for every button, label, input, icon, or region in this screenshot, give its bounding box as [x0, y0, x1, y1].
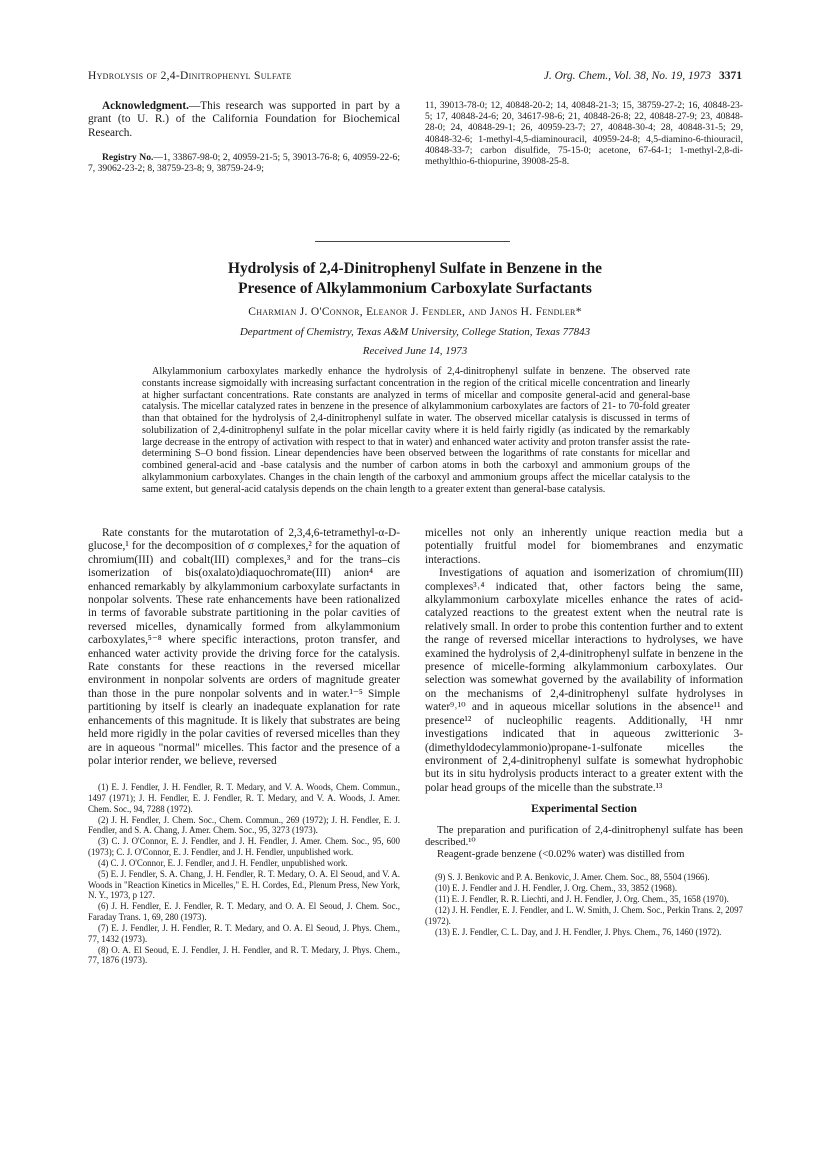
experimental-paragraph-1: The preparation and purification of 2,4-dinitrophenyl sulfate has been described.¹⁰ [425, 824, 743, 848]
experimental-paragraph-2: Reagent-grade benzene (<0.02% water) was distilled from [437, 849, 685, 861]
footnote: (2) J. H. Fendler, J. Chem. Soc., Chem. Commun., 269 (1972); J. H. Fendler, E. J. Fendler, and S. A. Chang, J. Amer. Chem. Soc., 95, 3273 (1973). [88, 814, 400, 836]
acknowledgment-label: Acknowledgment. [102, 100, 189, 112]
acknowledgment-text: —This research was supported in part by a grant (to U. R.) of the California Foundation for Biochemical Research. [88, 100, 400, 139]
experimental-heading: Experimental Section [531, 803, 637, 816]
article-affiliation: Department of Chemistry, Texas A&M University, College Station, Texas 77843 [239, 326, 591, 338]
running-head [88, 70, 742, 86]
running-head-title: Hydrolysis of 2,4-Dinitrophenyl Sulfate [88, 70, 292, 82]
prev-article-right [425, 100, 743, 167]
footnote: (12) J. H. Fendler, E. J. Fendler, and L. W. Smith, J. Chem. Soc., Perkin Trans. 2, 2097 (1972). [425, 905, 743, 926]
intro-continuation: micelles not only an inherently unique reaction media but a potentially fruitful model for biomembranes and enzymatic interactions. [425, 527, 743, 566]
registry-numbers-left [88, 152, 400, 174]
footnote: (13) E. J. Fendler, C. L. Day, and J. H. Fendler, J. Phys. Chem., 76, 1460 (1972). [435, 926, 722, 937]
received-date: Received June 14, 1973 [362, 345, 468, 357]
body-right-column [425, 527, 743, 938]
abstract: Alkylammonium carboxylates markedly enhance the hydrolysis of 2,4-dinitrophenyl sulfate in benzene. The observed rate constants increase sigmoidally with increasing surfactant concentration in the region of the critical micelle concentration and linearly at higher surfactant concentrations. Rate constants are analyzed in terms of micellar and composite general-acid and general-base catalysis. The micellar catalyzed rates in benzene in the presence of alkylammonium carboxylates are factors of 21- to 70-fold greater than that obtained for the hydrolysis of 2,4-dinitrophenyl sulfate in water. The observed micellar catalysis is discussed in terms of solubilization of 2,4-dinitrophenyl sulfate in the polar micellar cavity where it is held fairly rigidly (as indicated by the remarkably large decrease in the entropy of activation with respect to that in water) and enhanced water activity and proton transfer assist the rate-determining S–O bond fission. Linear dependencies have been observed between the logarithms of rate constants for micellar and combined general-acid and -base catalysis and the number of carbon atoms in both the carboxyl and ammonium groups of the alkylammonium carboxylates. Changes in the chain length of the carboxyl and ammonium groups affect the micellar catalysis to the same extent, but general-acid catalysis depends on the chain length to a greater extent than general-base catalysis. [142, 366, 690, 495]
footnote: (5) E. J. Fendler, S. A. Chang, J. H. Fendler, R. T. Medary, O. A. El Seoud, and V. A. Woods in "Reaction Kinetics in Micelles," E. H. Cordes, Ed., Plenum Press, New York, N. Y., 1973, p 127. [88, 869, 400, 901]
journal-citation: J. Org. Chem., Vol. 38, No. 19, 1973 [543, 70, 711, 82]
footnotes-left [88, 782, 400, 966]
page-number: 3371 [719, 70, 742, 82]
running-head-journal [544, 70, 742, 82]
footnote: (8) O. A. El Seoud, E. J. Fendler, J. H. Fendler, and R. T. Medary, J. Phys. Chem., 77, 1876 (1973). [88, 944, 400, 966]
article-divider [315, 241, 510, 242]
article-authors: Charmian J. O'Connor, Eleanor J. Fendler, and Janos H. Fendler* [248, 306, 582, 318]
prev-article-left [88, 100, 400, 175]
footnote: (10) E. J. Fendler and J. H. Fendler, J. Org. Chem., 33, 3852 (1968). [435, 882, 678, 893]
body-left-column [88, 527, 400, 966]
registry-label: Registry No. [102, 152, 154, 164]
title-line-1: Hydrolysis of 2,4-Dinitrophenyl Sulfate in Benzene in the [228, 260, 602, 277]
article-title [88, 259, 742, 299]
footnote: (9) S. J. Benkovic and P. A. Benkovic, J. Amer. Chem. Soc., 88, 5504 (1966). [435, 871, 710, 882]
intro-paragraph: Rate constants for the mutarotation of 2,3,4,6-tetramethyl-α-D-glucose,¹ for the decomposition of σ complexes,² for the aquation of chromium(III) and cobalt(III) complexes,³ and for the trans–cis isomerization of bis(oxalato)diaquochromate(III) anion⁴ are enhanced remarkably by alkylammonium carboxylate surfactants in nonpolar solvents. These rate enhancements have been rationalized in terms of favorable substrate partitioning in the polar cavities of reversed micelles, dynamically formed from alkylammonium carboxylates,⁵⁻⁸ where specific interactions, proton transfer, and enhanced water activity provide the driving force for the catalysis. Rate constants for these reactions in the reversed micellar environment in nonpolar solvents are orders of magnitude greater than those in the pure nonpolar solvents and in water.¹⁻⁵ Simple partitioning by itself is clearly an inadequate explanation for rate enhancements of this magnitude. It is likely that substrates are being held more rigidly in the polar cavities of reversed micelles than they are in aqueous "normal" micelles. This factor and the presence of a polar interior render, we believe, reversed [88, 527, 400, 767]
footnote: (1) E. J. Fendler, J. H. Fendler, R. T. Medary, and V. A. Woods, Chem. Commun., 1497 (1971); J. H. Fendler, E. J. Fendler, R. T. Medary, and V. A. Woods, J. Amer. Chem. Soc., 94, 7288 (1972). [88, 782, 400, 814]
experimental-text [425, 825, 743, 862]
intro-paragraph-2: Investigations of aquation and isomerization of chromium(III) complexes³˒⁴ indicated that, other factors being the same, alkylammonium carboxylate micelles enhance the rates of acid-catalyzed reactions to the greatest extent when the neutral rate is relatively small. In order to probe this contention further and to extent the range of reversed micellar interactions to hydrolyses, we have examined the hydrolysis of 2,4-dinitrophenyl sulfate in benzene in the presence of micelle-forming alkylammonium carboxylates. Our selection was somewhat governed by the availability of information on the mechanisms of 2,4-dinitrophenyl sulfate hydrolyses in water⁹˒¹⁰ and in aqueous micellar solutions in the absence¹¹ and presence¹² of nucleophilic reagents. Additionally, ¹H nmr investigations indicated that in aqueous zwitterionic 3-(dimethyldodecylammonio)propane-1-sulfonate micelles the environment of 2,4-dinitrophenyl sulfate is somewhat hydrophobic but its in situ hydrolysis products interact to a greater extent with the polar head groups of the micelle than the substrate.¹³ [425, 567, 743, 794]
title-line-2: Presence of Alkylammonium Carboxylate Surfactants [238, 280, 592, 297]
registry-left-text: —1, 33867-98-0; 2, 40959-21-5; 5, 39013-76-8; 6, 40959-22-6; 7, 39062-23-2; 8, 38759-23-8; 9, 38759-24-9; [88, 152, 400, 175]
footnote: (11) E. J. Fendler, R. R. Liechti, and J. H. Fendler, J. Org. Chem., 35, 1658 (1970). [435, 893, 729, 904]
footnote: (4) C. J. O'Connor, E. J. Fendler, and J. H. Fendler, unpublished work. [98, 857, 348, 868]
footnotes-right [425, 872, 743, 938]
footnote: (3) C. J. O'Connor, E. J. Fendler, and J. H. Fendler, J. Amer. Chem. Soc., 95, 600 (1973); C. J. O'Connor, E. J. Fendler, and J. H. Fendler, unpublished work. [88, 836, 400, 857]
acknowledgment [88, 100, 400, 140]
registry-numbers-right: 11, 39013-78-0; 12, 40848-20-2; 14, 40848-21-3; 15, 38759-27-2; 16, 40848-23-5; 17, 40848-24-6; 20, 34617-98-6; 21, 40848-26-8; 22, 40848-27-9; 23, 40848-28-0; 24, 40848-29-1; 26, 40959-23-7; 27, 40848-30-4; 28, 40848-31-5; 29, 40848-32-6; 1-methyl-4,5-diaminouracil, 40959-24-8; 4,5-diamino-6-thiouracil, 40848-33-7; carbon disulfide, 75-15-0; acetone, 67-64-1; 1-methyl-2,8-di-methylthio-6-thiopurine, 39008-25-8. [425, 100, 743, 168]
footnote: (7) E. J. Fendler, J. H. Fendler, R. T. Medary, and O. A. El Seoud, J. Phys. Chem., 77, 1432 (1973). [88, 923, 400, 944]
footnote: (6) J. H. Fendler, E. J. Fendler, R. T. Medary, and O. A. El Seoud, J. Chem. Soc., Faraday Trans. 1, 69, 280 (1973). [88, 901, 400, 922]
